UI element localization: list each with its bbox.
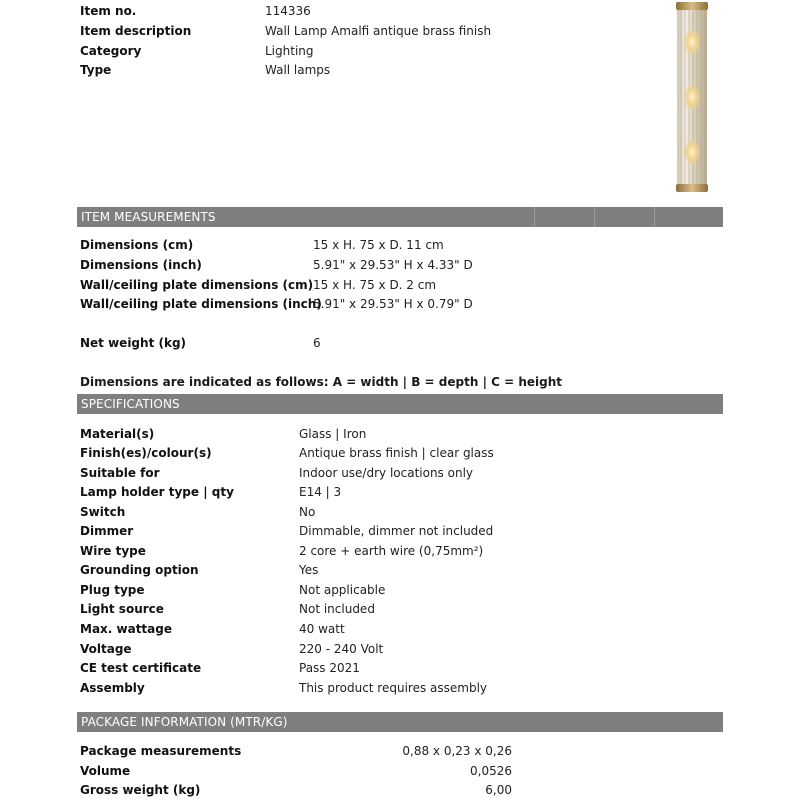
package-information-header	[77, 712, 723, 732]
spec-row	[80, 463, 720, 483]
lamp-bulb-glow	[683, 28, 701, 56]
spec-row	[80, 580, 720, 600]
item-description-row	[80, 21, 720, 41]
item-description-value: Wall Lamp Amalfi antique brass finish	[265, 24, 492, 38]
category-value: Lighting	[265, 44, 314, 58]
package-information-title: PACKAGE INFORMATION (MTR/KG)	[81, 715, 288, 729]
dimensions-inch-value: 5.91" x 29.53" H x 4.33" D	[313, 258, 473, 272]
dimensions-cm-label: Dimensions (cm)	[80, 238, 194, 252]
spec-value: No	[299, 505, 316, 519]
spec-label: Plug type	[80, 583, 145, 597]
net-weight-row	[80, 333, 720, 353]
spec-label: Dimmer	[80, 524, 134, 538]
item-description-label: Item description	[80, 24, 192, 38]
spec-row	[80, 502, 720, 522]
package-measurements-row	[80, 741, 512, 761]
spec-row	[80, 639, 720, 659]
spec-value: 2 core + earth wire (0,75mm²)	[299, 544, 484, 558]
spec-label: Voltage	[80, 642, 132, 656]
dimensions-note: Dimensions are indicated as follows: A = width | B = depth | C = height	[80, 375, 563, 389]
package-measurements-value: 0,88 x 0,23 x 0,26	[402, 744, 512, 758]
spec-row	[80, 443, 720, 463]
spec-value: Yes	[299, 563, 319, 577]
spec-value: E14 | 3	[299, 485, 342, 499]
spec-row	[80, 678, 720, 698]
gross-weight-value: 6,00	[485, 783, 512, 797]
dimensions-inch-row	[80, 255, 720, 275]
spec-label: Material(s)	[80, 427, 155, 441]
category-row	[80, 41, 720, 61]
plate-dimensions-cm-label: Wall/ceiling plate dimensions (cm)	[80, 278, 314, 292]
lamp-bottom-cap	[676, 184, 708, 192]
net-weight-value: 6	[313, 336, 321, 350]
spec-label: Assembly	[80, 681, 145, 695]
spec-value: Pass 2021	[299, 661, 360, 675]
plate-dimensions-cm-row	[80, 275, 720, 295]
item-no-row	[80, 1, 720, 21]
type-value: Wall lamps	[265, 63, 331, 77]
item-no-value: 114336	[265, 4, 311, 18]
package-measurements-label: Package measurements	[80, 744, 242, 758]
spec-row	[80, 619, 720, 639]
plate-dimensions-inch-row	[80, 294, 720, 314]
spec-label: Grounding option	[80, 563, 199, 577]
spec-value: Indoor use/dry locations only	[299, 466, 474, 480]
gross-weight-label: Gross weight (kg)	[80, 783, 201, 797]
type-row	[80, 60, 720, 80]
dimensions-inch-label: Dimensions (inch)	[80, 258, 202, 272]
volume-row	[80, 761, 512, 781]
spec-label: Finish(es)/colour(s)	[80, 446, 212, 460]
spec-row	[80, 560, 720, 580]
spec-row	[80, 424, 720, 444]
lamp-bulb-glow	[683, 83, 701, 111]
spec-value: 220 - 240 Volt	[299, 642, 384, 656]
plate-dimensions-inch-label: Wall/ceiling plate dimensions (inch)	[80, 297, 322, 311]
item-measurements-title: ITEM MEASUREMENTS	[81, 210, 216, 224]
volume-value: 0,0526	[470, 764, 512, 778]
specifications-header	[77, 394, 723, 414]
spec-row	[80, 599, 720, 619]
spec-label: Switch	[80, 505, 126, 519]
spec-row	[80, 658, 720, 678]
spec-row	[80, 482, 720, 502]
spec-label: Light source	[80, 602, 164, 616]
dimensions-cm-value: 15 x H. 75 x D. 11 cm	[313, 238, 444, 252]
spec-value: Dimmable, dimmer not included	[299, 524, 494, 538]
lamp-bulb-glow	[683, 138, 701, 166]
spec-label: Wire type	[80, 544, 146, 558]
plate-dimensions-inch-value: 5.91" x 29.53" H x 0.79" D	[313, 297, 473, 311]
spec-value: Antique brass finish | clear glass	[299, 446, 494, 460]
spec-value: This product requires assembly	[299, 681, 488, 695]
spec-value: Not included	[299, 602, 375, 616]
net-weight-label: Net weight (kg)	[80, 336, 187, 350]
volume-label: Volume	[80, 764, 131, 778]
spec-row	[80, 541, 720, 561]
type-label: Type	[80, 63, 112, 77]
spec-label: Lamp holder type | qty	[80, 485, 234, 499]
spec-label: Max. wattage	[80, 622, 172, 636]
plate-dimensions-cm-value: 15 x H. 75 x D. 2 cm	[313, 278, 437, 292]
product-image	[672, 2, 712, 192]
spec-value: Not applicable	[299, 583, 386, 597]
spec-value: Glass | Iron	[299, 427, 367, 441]
item-no-label: Item no.	[80, 4, 137, 18]
spec-label: CE test certificate	[80, 661, 202, 675]
category-label: Category	[80, 44, 142, 58]
spec-row	[80, 521, 720, 541]
spec-label: Suitable for	[80, 466, 160, 480]
gross-weight-row	[80, 780, 512, 800]
spec-value: 40 watt	[299, 622, 345, 636]
item-measurements-header	[77, 207, 723, 227]
dimensions-cm-row	[80, 235, 720, 255]
specifications-title: SPECIFICATIONS	[81, 397, 180, 411]
lamp-top-cap	[676, 2, 708, 10]
